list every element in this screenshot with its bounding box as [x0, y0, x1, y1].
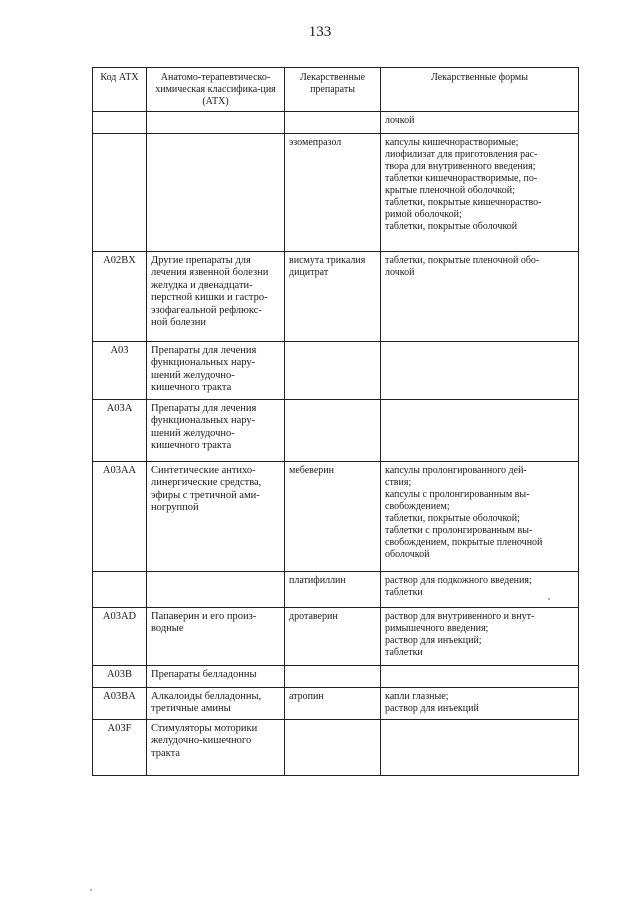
forms-cell-line: раствор для внутривенного и внут- [385, 611, 535, 622]
forms-cell-line: ствия; [385, 477, 412, 488]
classification-cell-line: кишечного тракта [151, 382, 232, 394]
header-forms: Лекарственные формы [381, 68, 579, 112]
forms-cell [381, 608, 579, 666]
drug-cell [285, 462, 381, 572]
classification-cell [147, 608, 285, 666]
drug-cell [285, 720, 381, 776]
forms-cell-line: капли глазные; [385, 691, 449, 702]
forms-cell-line: римой оболочкой; [385, 209, 462, 220]
forms-cell-line: лочкой [385, 267, 415, 278]
classification-cell-line: линергические средства, [151, 477, 262, 489]
forms-cell-line: таблетки, покрытые кишечнораство- [385, 197, 542, 208]
classification-cell-line: Препараты белладонны [151, 669, 257, 680]
classification-cell-line: Стимуляторы моторики [151, 723, 258, 734]
atc-drug-table [92, 67, 579, 776]
atc-code-cell: A02BX [93, 252, 147, 342]
classification-cell-line: функциональных нару- [151, 357, 256, 369]
classification-cell [147, 572, 285, 608]
drug-cell [285, 342, 381, 400]
table-header-row [93, 68, 579, 112]
forms-cell [381, 252, 579, 342]
classification-cell [147, 666, 285, 688]
forms-cell-line: раствор для подкожного введения; [385, 575, 532, 586]
classification-cell-line: Алкалоиды белладонны, [151, 691, 262, 702]
forms-cell [381, 400, 579, 462]
scan-speck [90, 889, 92, 891]
classification-cell-line: Препараты для лечения [151, 345, 257, 356]
classification-cell-line: тракта [151, 747, 180, 759]
table-row [93, 688, 579, 720]
forms-cell [381, 572, 579, 608]
forms-cell-line: капсулы кишечнорастворимые; [385, 137, 519, 148]
drug-cell [285, 608, 381, 666]
table-row [93, 112, 579, 134]
table-row [93, 608, 579, 666]
table-row [93, 462, 579, 572]
classification-cell [147, 112, 285, 134]
atc-code-cell: A03AD [93, 608, 147, 666]
classification-cell-line: желудка и двенадцати- [151, 279, 253, 291]
classification-cell [147, 252, 285, 342]
forms-cell-line: таблетки с пролонгированным вы- [385, 525, 533, 536]
drug-cell [285, 134, 381, 252]
header-drugs: Лекарственные препараты [285, 68, 381, 112]
atc-code-cell [93, 572, 147, 608]
classification-cell [147, 134, 285, 252]
forms-cell-line: лочкой [385, 115, 415, 126]
forms-cell-line: таблетки [385, 587, 423, 598]
classification-cell-line: функциональных нару- [151, 415, 256, 427]
classification-cell-line: шений желудочно- [151, 427, 235, 439]
drug-cell [285, 112, 381, 134]
header-classification: Анатомо-терапевтическо-химическая классифика-ция (АТХ) [147, 68, 285, 112]
forms-cell-line: крытые пленочной оболочкой; [385, 185, 515, 196]
classification-cell-line: эфиры с третичной ами- [151, 489, 260, 501]
forms-cell-line: лиофилизат для приготовления рас- [385, 149, 538, 160]
forms-cell-line: оболочкой [385, 549, 430, 560]
page-number: 133 [308, 24, 332, 40]
forms-cell-line: раствор для инъекций [385, 703, 479, 714]
drug-cell [285, 666, 381, 688]
atc-code-cell: A03 [93, 342, 147, 400]
scan-speck [548, 598, 550, 600]
classification-cell-line: Папаверин и его произ- [151, 611, 257, 622]
forms-cell-line: свобождением, покрытые пленочной [385, 537, 543, 548]
classification-cell-line: Препараты для лечения [151, 403, 257, 414]
classification-cell-line: Синтетические антихо- [151, 465, 256, 476]
forms-cell-line: капсулы пролонгированного дей- [385, 465, 527, 476]
drug-cell-line: дротаверин [289, 611, 338, 622]
table-row [93, 252, 579, 342]
forms-cell [381, 688, 579, 720]
forms-cell [381, 720, 579, 776]
forms-cell-line: свобождением; [385, 501, 450, 512]
forms-cell [381, 112, 579, 134]
header-code: Код АТХ [93, 68, 147, 112]
drug-cell-line: эзомепразол [289, 137, 342, 148]
classification-cell-line: ной болезни [151, 317, 206, 329]
atc-code-cell: A03F [93, 720, 147, 776]
classification-cell-line: кишечного тракта [151, 440, 232, 452]
forms-cell-line: таблетки, покрытые оболочкой [385, 221, 518, 232]
forms-cell [381, 666, 579, 688]
classification-cell [147, 720, 285, 776]
drug-cell [285, 572, 381, 608]
forms-cell-line: раствор для инъекций; [385, 635, 482, 646]
classification-cell-line: желудочно-кишечного [151, 735, 252, 747]
forms-cell-line: таблетки, покрытые оболочкой; [385, 513, 520, 524]
forms-cell-line: капсулы с пролонгированным вы- [385, 489, 530, 500]
drug-cell-line: платифиллин [289, 575, 346, 586]
classification-cell-line: шений желудочно- [151, 369, 235, 381]
atc-code-cell: A03B [93, 666, 147, 688]
drug-cell [285, 688, 381, 720]
atc-code-cell: A03BA [93, 688, 147, 720]
drug-cell [285, 400, 381, 462]
atc-code-cell: A03A [93, 400, 147, 462]
classification-cell-line: водные [151, 623, 184, 635]
forms-cell-line: таблетки [385, 647, 423, 658]
classification-cell-line: перстной кишки и гастро- [151, 292, 268, 304]
classification-cell-line: Другие препараты для [151, 255, 251, 266]
classification-cell [147, 688, 285, 720]
classification-cell [147, 462, 285, 572]
table-row [93, 342, 579, 400]
forms-cell-line: твора для внутривенного введения; [385, 161, 536, 172]
forms-cell [381, 134, 579, 252]
classification-cell-line: эзофагеальной рефлюкс- [151, 304, 262, 316]
forms-cell-line: таблетки, покрытые пленочной обо- [385, 255, 540, 266]
drug-cell-line: атропин [289, 691, 324, 702]
classification-cell [147, 342, 285, 400]
table-row [93, 720, 579, 776]
forms-cell [381, 342, 579, 400]
table-row [93, 134, 579, 252]
table-row [93, 666, 579, 688]
classification-cell [147, 400, 285, 462]
classification-cell-line: лечения язвенной болезни [151, 267, 269, 279]
drug-cell [285, 252, 381, 342]
table-row [93, 400, 579, 462]
drug-cell-line: висмута трикалия [289, 255, 366, 266]
forms-cell [381, 462, 579, 572]
drug-cell-line: дицитрат [289, 267, 329, 278]
classification-cell-line: третичные амины [151, 703, 231, 715]
classification-cell-line: ногруппой [151, 502, 199, 514]
forms-cell-line: римышечного введения; [385, 623, 489, 634]
atc-code-cell [93, 134, 147, 252]
drug-cell-line: мебеверин [289, 465, 334, 476]
atc-code-cell: A03AA [93, 462, 147, 572]
forms-cell-line: таблетки кишечнорастворимые, по- [385, 173, 538, 184]
table-row [93, 572, 579, 608]
atc-code-cell [93, 112, 147, 134]
